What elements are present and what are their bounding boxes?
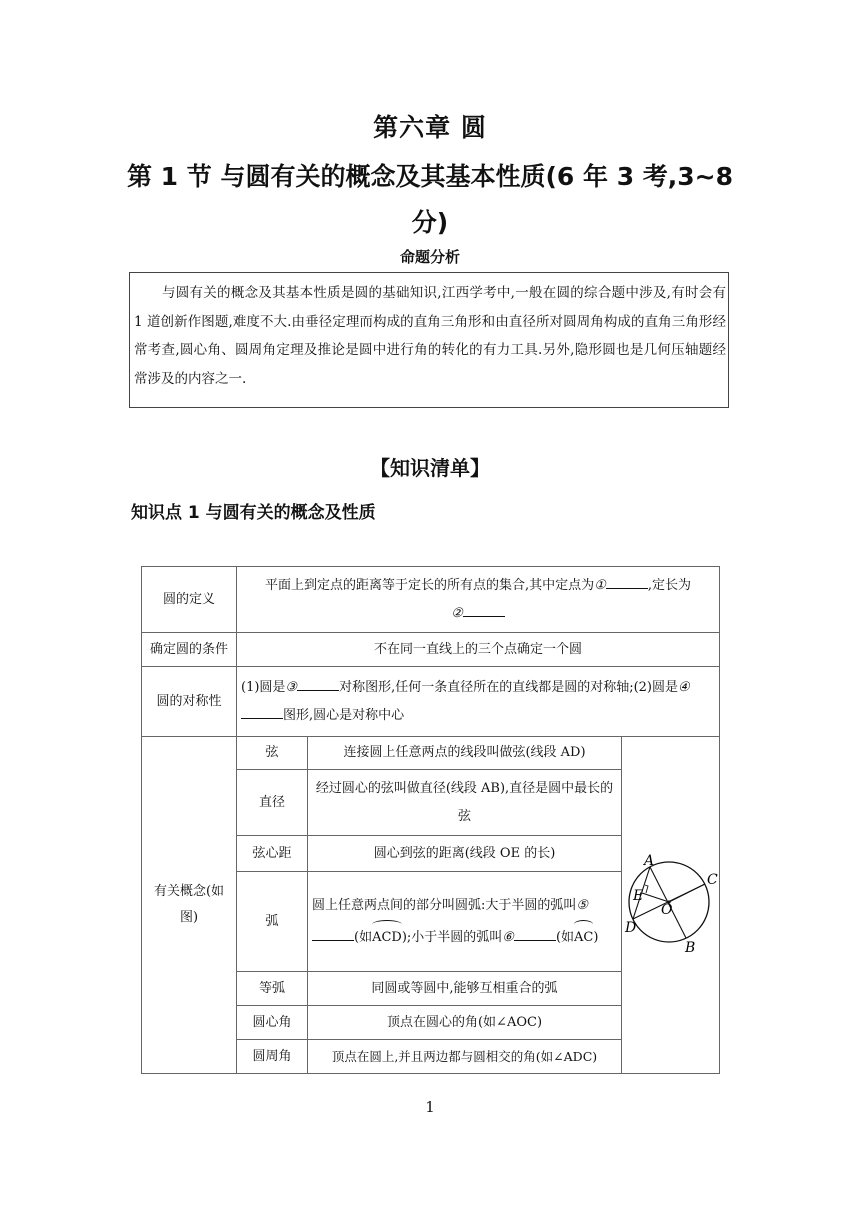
definition-text: 平面上到定点的距离等于定长的所有点的集合,其中定点为: [265, 577, 595, 593]
symmetry-text: (1)圆是: [241, 679, 286, 695]
definition-cell: [237, 567, 720, 633]
blank-marker-3: ③: [285, 679, 298, 695]
fill-blank-6[interactable]: [514, 926, 556, 941]
row-label-determine: 确定圆的条件: [142, 633, 237, 667]
knowledge-table: [141, 566, 720, 1074]
blank-marker-6: ⑥: [502, 929, 514, 945]
desc-chord: 连接圆上任意两点的线段叫做弦(线段 AD): [308, 737, 622, 770]
fill-blank-4[interactable]: [241, 704, 283, 719]
analysis-text: 与圆有关的概念及其基本性质是圆的基础知识,江西学考中,一般在圆的综合题中涉及,有时会有 1 道创新作图题,难度不大.由垂径定理而构成的直角三角形和由直径所对圆周角构成的直角三角形经常考查,圆心角、圆周角定理及推论是圆中进行角的转化的有力工具.另外,隐形圆也是几何压轴题经常涉及的内容之一.: [134, 285, 726, 387]
label-b: B: [684, 939, 695, 956]
definition-text: ,定长为: [647, 577, 691, 593]
label-e: E: [632, 887, 643, 904]
chapter-title: 第六章 圆: [373, 113, 487, 142]
row-label-concepts: 有关概念(如图): [142, 737, 237, 1074]
table-row: [142, 567, 720, 633]
label-d: D: [624, 919, 636, 936]
table-row: [142, 737, 720, 770]
term-arc: 弧: [237, 872, 308, 972]
blank-marker-2: ②: [451, 605, 463, 621]
circle-diagram: [623, 840, 719, 960]
fill-blank-3[interactable]: [297, 676, 339, 691]
fill-blank-5[interactable]: [312, 926, 354, 941]
label-o: O: [660, 901, 672, 918]
page-number: 1: [425, 1098, 435, 1116]
arc-text: (如: [555, 929, 575, 945]
row-label-definition: 圆的定义: [142, 567, 237, 633]
desc-diameter: 经过圆心的弦叫做直径(线段 AB),直径是圆中最长的弦: [308, 770, 622, 836]
table-row: [142, 633, 720, 667]
term-diameter: 直径: [237, 770, 308, 836]
desc-equal-arc: 同圆或等圆中,能够互相重合的弧: [308, 972, 622, 1006]
arc-text: (如: [354, 929, 373, 945]
table-row: [142, 667, 720, 737]
blank-marker-4: ④: [678, 679, 690, 695]
desc-chord-distance: 圆心到弦的距离(线段 OE 的长): [308, 836, 622, 872]
symmetry-text: 图形,圆心是对称中心: [283, 707, 405, 723]
label-c: C: [706, 871, 718, 888]
term-chord: 弦: [237, 737, 308, 770]
fill-blank-1[interactable]: [606, 574, 648, 589]
term-central-angle: 圆心角: [237, 1006, 308, 1040]
section-title: 第 1 节 与圆有关的概念及其基本性质(6 年 3 考,3~8 分): [126, 162, 734, 237]
desc-arc: [308, 872, 622, 972]
blank-marker-1: ①: [594, 577, 606, 593]
arc-acd: ACD: [372, 920, 402, 952]
knowledge-heading: 【知识清单】: [370, 456, 490, 480]
analysis-heading: 命题分析: [399, 248, 460, 266]
term-equal-arc: 等弧: [237, 972, 308, 1006]
determine-cell: 不在同一直线上的三个点确定一个圆: [237, 633, 720, 667]
desc-inscribed-angle: 顶点在圆上,并且两边都与圆相交的角(如∠ADC): [308, 1040, 622, 1074]
term-inscribed-angle: 圆周角: [237, 1040, 308, 1074]
blank-marker-5: ⑤: [576, 897, 589, 913]
symmetry-cell: [237, 667, 720, 737]
fill-blank-2[interactable]: [463, 602, 505, 617]
row-label-symmetry: 圆的对称性: [142, 667, 237, 737]
circle-figure-cell: [622, 737, 720, 1074]
knowledge-point-heading: 知识点 1 与圆有关的概念及性质: [131, 503, 376, 523]
symmetry-text: 对称图形,任何一条直径所在的直线都是圆的对称轴;(2)圆是: [339, 679, 679, 695]
arc-text: ): [593, 929, 599, 945]
desc-central-angle: 顶点在圆心的角(如∠AOC): [308, 1006, 622, 1040]
term-chord-distance: 弦心距: [237, 836, 308, 872]
label-a: A: [643, 852, 654, 869]
analysis-box: [129, 272, 729, 408]
arc-ac: AC: [574, 920, 593, 952]
arc-text: );小于半圆的弧叫: [401, 929, 503, 945]
arc-text: 圆上任意两点间的部分叫圆弧:大于半圆的弧叫: [312, 897, 577, 913]
